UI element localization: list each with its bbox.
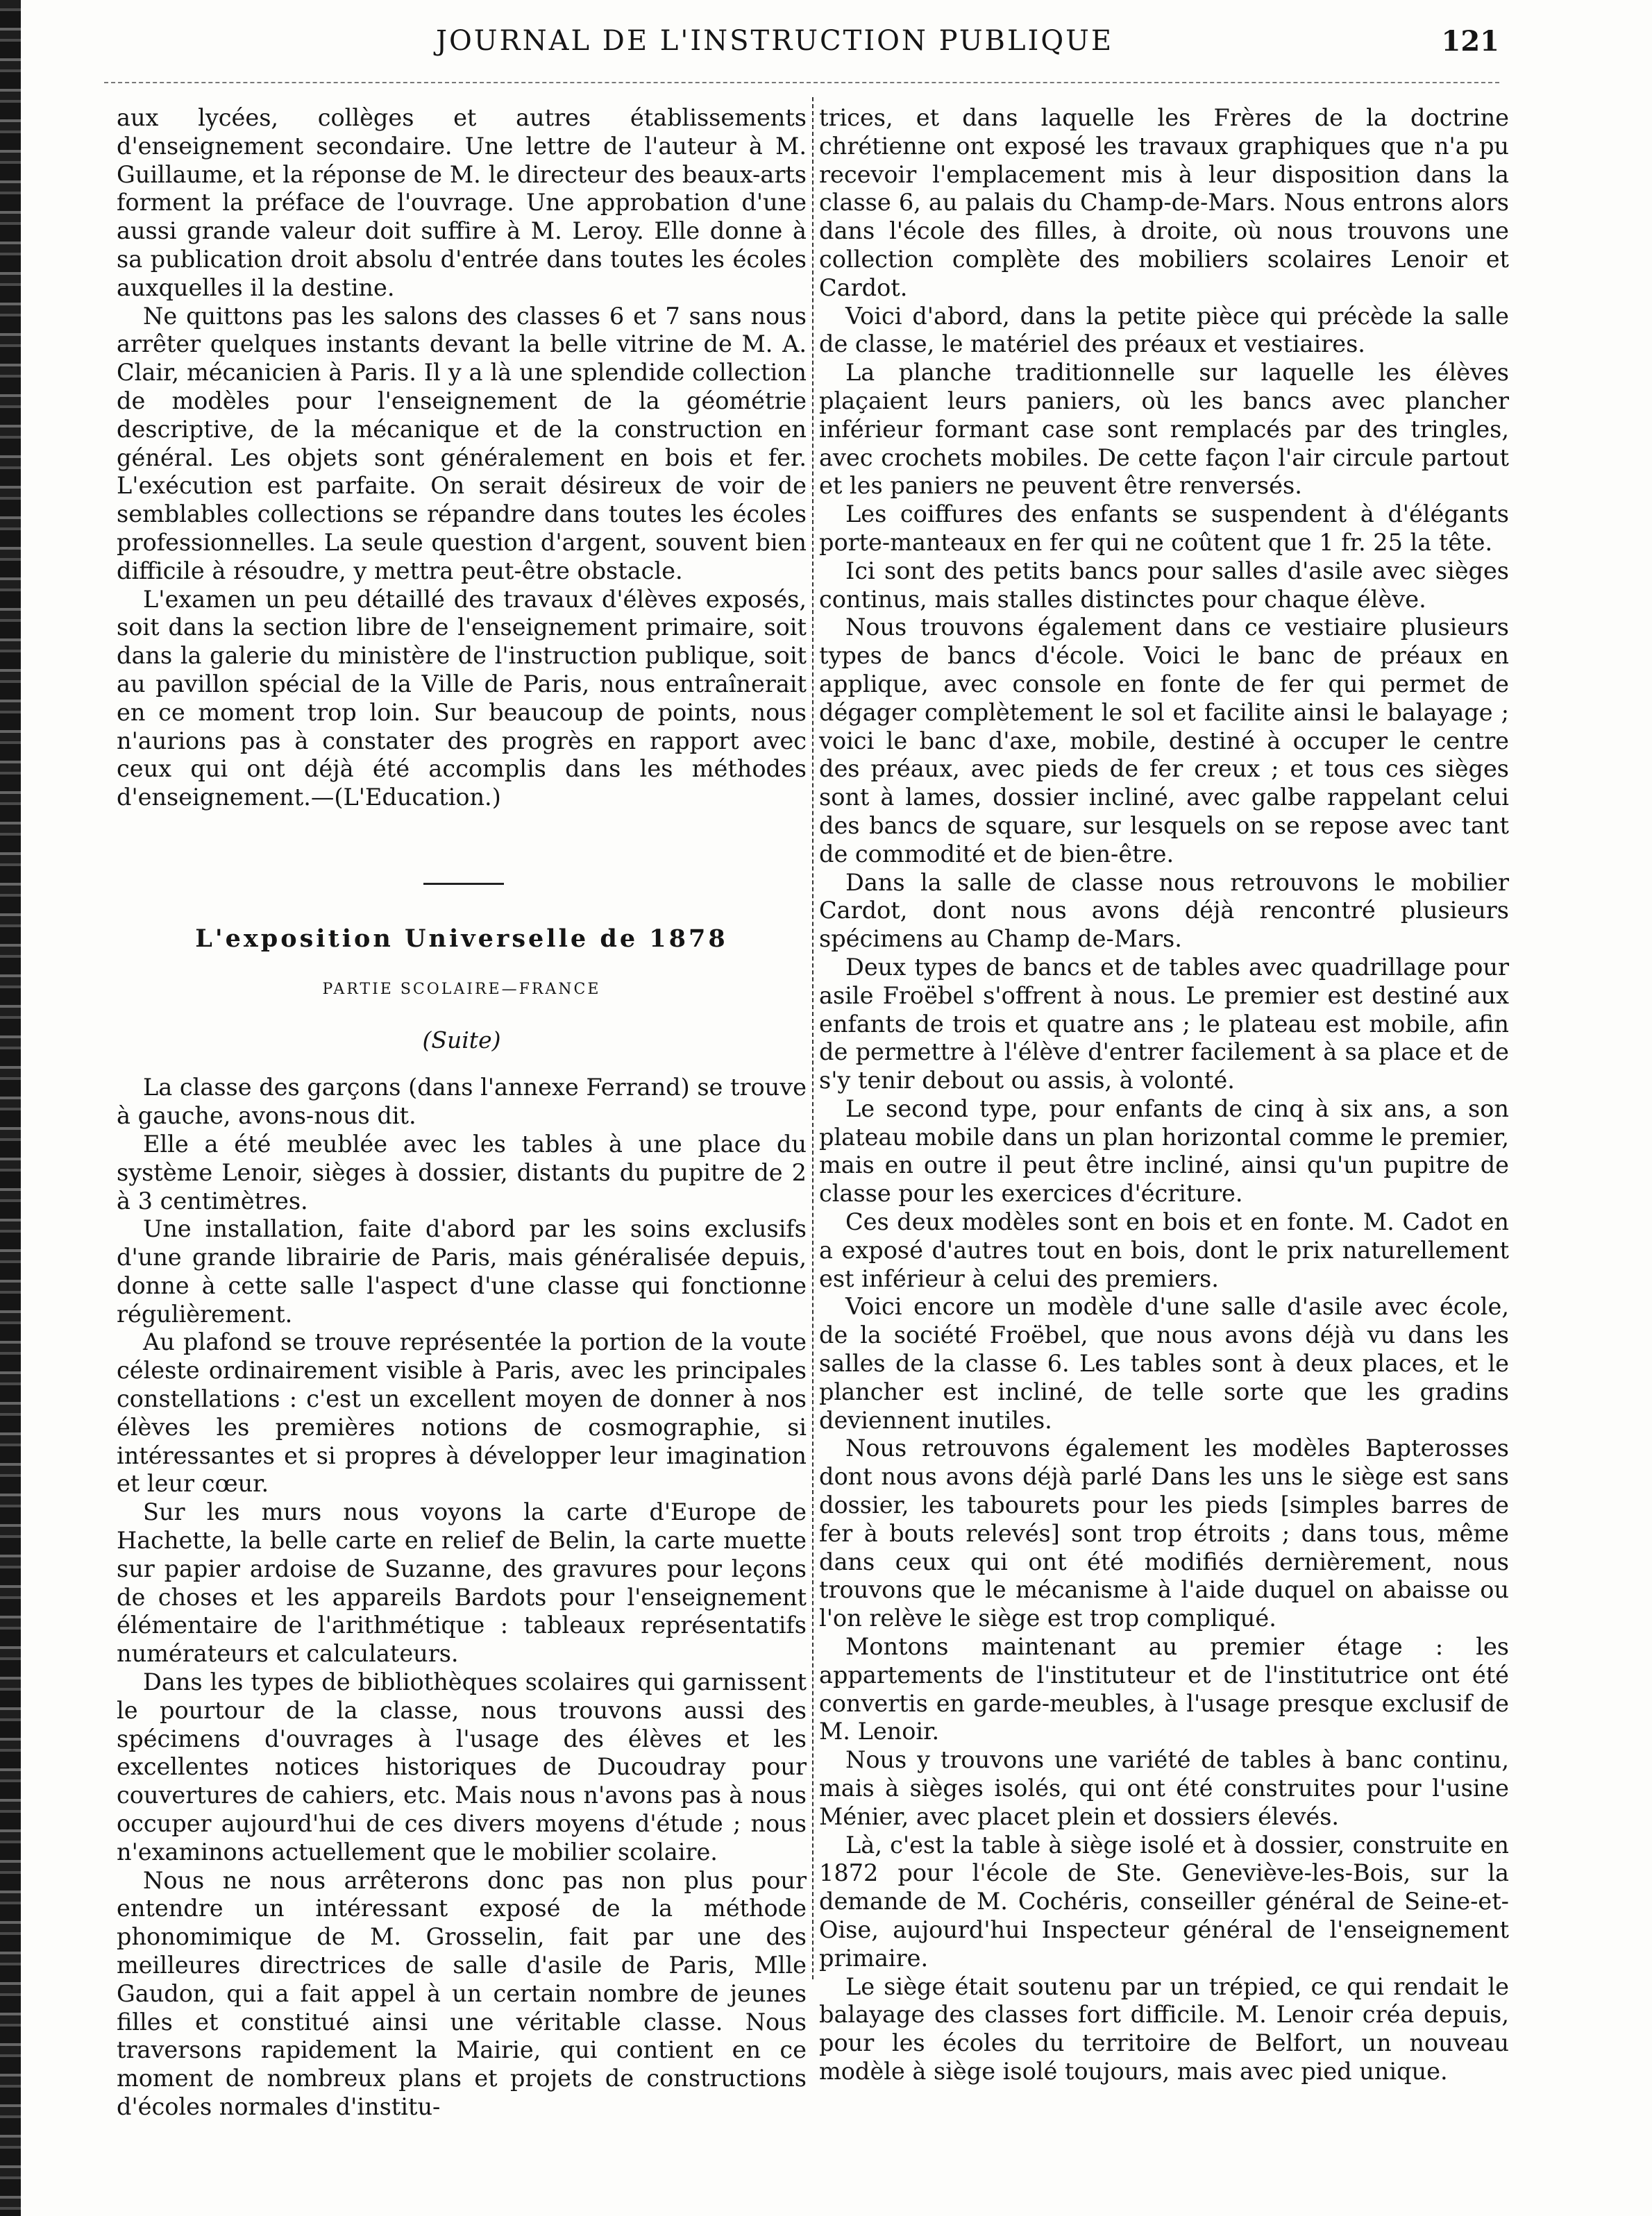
page-number: 121 (1441, 25, 1499, 58)
left-column (117, 104, 807, 2122)
paragraph: La classe des garçons (dans l'annexe Ferrand) se trouve à gauche, avons-nous dit. (117, 1074, 807, 1130)
paragraph: Elle a été meublée avec les tables à une place du système Lenoir, sièges à dossier, distants du pupitre de 2 à 3 centimètres. (117, 1130, 807, 1215)
paragraph: Voici encore un modèle d'une salle d'asile avec école, de la société Froëbel, que nous avons déjà vu dans les salles de la classe 6. Les tables sont à deux places, et le plancher est incliné, de telle sorte que les gradins deviennent inutiles. (819, 1293, 1509, 1434)
paragraph: Les coiffures des enfants se suspendent à d'élégants porte-manteaux en fer qui ne coûtent que 1 fr. 25 la tête. (819, 500, 1509, 556)
paragraph: Une installation, faite d'abord par les soins exclusifs d'une grande librairie de Paris, mais généralisée depuis, donne à cette salle l'aspect d'une classe qui fonctionne régulièrement. (117, 1215, 807, 1328)
article-section: PARTIE SCOLAIRE—FRANCE (322, 980, 601, 998)
paragraph: Nous trouvons également dans ce vestiaire plusieurs types de bancs d'école. Voici le banc de préaux en applique, avec console en fonte de fer qui permet de dégager complètement le sol et facilite ainsi le balayage ; voici le banc d'axe, mobile, destiné à occuper le centre des préaux, avec pieds de fer creux ; et tous ces sièges sont à lames, dossier incliné, avec galbe rappelant celui des bancs de square, sur lesquels on se repose avec tant de commodité et de bien-être. (819, 614, 1509, 868)
paragraph: La planche traditionnelle sur laquelle les élèves plaçaient leurs paniers, où les bancs avec plancher inférieur formant case sont remplacés par des tringles, avec crochets mobiles. De cette façon l'air circule partout et les paniers ne peuvent être renversés. (819, 359, 1509, 500)
binding-edge (0, 0, 21, 2216)
paragraph: Montons maintenant au premier étage : les appartements de l'instituteur et de l'institutrice ont été convertis en garde-meubles, à l'usage presque exclusif de M. Lenoir. (819, 1633, 1509, 1745)
paragraph: Nous y trouvons une variété de tables à banc continu, mais à sièges isolés, qui ont été construites pour l'usine Ménier, avec placet plein et dossiers élevés. (819, 1746, 1509, 1830)
running-header (104, 21, 1499, 69)
paragraph: Là, c'est la table à siège isolé et à dossier, construite en 1872 pour l'école de Ste. Geneviève-les-Bois, sur la demande de M. Cochéris, conseiller général de Seine-et-Oise, aujourd'hui Inspecteur général de l'enseignement primaire. (819, 1831, 1509, 1972)
paragraph: Ces deux modèles sont en bois et en fonte. M. Cadot en a exposé d'autres tout en bois, dont le prix naturellement est inférieur à celui des premiers. (819, 1208, 1509, 1292)
paragraph: aux lycées, collèges et autres établissements d'enseignement secondaire. Une lettre de l'auteur à M. Guillaume, et la réponse de M. le directeur des beaux-arts forment la préface de l'ouvrage. Une approbation d'une aussi grande valeur doit suffire à M. Leroy. Elle donne à sa publication droit absolu d'entrée dans toutes les écoles auxquelles il la destine. (117, 104, 807, 301)
paragraph: Le siège était soutenu par un trépied, ce qui rendait le balayage des classes fort difficile. M. Lenoir créa depuis, pour les écoles du territoire de Belfort, un nouveau modèle à siège isolé toujours, mais avec pied unique. (819, 1972, 1509, 2085)
paragraph: Ne quittons pas les salons des classes 6 et 7 sans nous arrêter quelques instants devant la belle vitrine de M. A. Clair, mécanicien à Paris. Il y a là une splendide collection de modèles pour l'enseignement de la géométrie descriptive, de la mécanique et de la construction en général. Les objets sont généralement en bois et fer. L'exécution est parfaite. On serait désireux de voir de semblables collections se répandre dans toutes les écoles professionnelles. La seule question d'argent, souvent bien difficile à résoudre, y mettra peut-être obstacle. (117, 302, 807, 584)
paragraph: Ici sont des petits bancs pour salles d'asile avec sièges continus, mais stalles distinctes pour chaque élève. (819, 557, 1509, 613)
article-continued: (Suite) (422, 1026, 501, 1054)
paragraph: L'examen un peu détaillé des travaux d'élèves exposés, soit dans la section libre de l'enseignement primaire, soit dans la galerie du ministère de l'instruction publique, soit au pavillon spécial de la Ville de Paris, nous entraînerait en ce moment trop loin. Sur beaucoup de points, nous n'aurions pas à constater des progrès en rapport avec ceux qui ont déjà été accomplis dans les méthodes d'enseignement.—(L'Education.) (117, 585, 807, 811)
paragraph: Sur les murs nous voyons la carte d'Europe de Hachette, la belle carte en relief de Belin, la carte muette sur papier ardoise de Suzanne, des gravures pour leçons de choses et les appareils Bardots pour l'enseignement élémentaire de l'arithmétique : tableaux représentatifs numérateurs et calculateurs. (117, 1498, 807, 1668)
section-separator (423, 883, 504, 885)
paragraph: Dans la salle de classe nous retrouvons le mobilier Cardot, dont nous avons déjà rencontré plusieurs spécimens au Champ de-Mars. (819, 868, 1509, 953)
paragraph: Nous retrouvons également les modèles Bapterosses dont nous avons déjà parlé Dans les uns le siège est sans dossier, les tabourets pour les pieds [simples barres de fer à bouts relevés] sont trop étroits ; dans tous, même dans ceux qui ont été modifiés dernièrement, nous trouvons que le mécanisme à l'aide duquel on abaisse ou l'on relève le siège est trop compliqué. (819, 1435, 1509, 1632)
paragraph: Deux types de bancs et de tables avec quadrillage pour asile Froëbel s'offrent à nous. Le premier est destiné aux enfants de trois et quatre ans ; le plateau est mobile, afin de permettre à l'élève d'entrer facilement à sa place et de s'y tenir debout ou assis, à volonté. (819, 953, 1509, 1094)
column-divider (812, 97, 814, 1979)
paragraph: Dans les types de bibliothèques scolaires qui garnissent le pourtour de la classe, nous trouvons aussi des spécimens d'ouvrages à l'usage des élèves et les excellentes notices historiques de Ducoudray pour couvertures de cahiers, etc. Mais nous n'avons pas à nous occuper aujourd'hui de ces divers moyens d'étude ; nous n'examinons actuellement que le mobilier scolaire. (117, 1668, 807, 1866)
paragraph: Nous ne nous arrêterons donc pas non plus pour entendre un intéressant exposé de la méthode phonomimique de M. Grosselin, fait par une des meilleures directrices de salle d'asile de Paris, Mlle Gaudon, qui a fait appel à un certain nombre de jeunes filles et constitué ainsi une véritable classe. Nous traversons rapidement la Mairie, qui contient en ce moment de nombreux plans et projets de constructions d'écoles normales d'institu- (117, 1866, 807, 2120)
header-rule (104, 82, 1499, 83)
journal-title: JOURNAL DE L'INSTRUCTION PUBLIQUE (435, 25, 1114, 57)
right-column (819, 104, 1509, 2086)
article-title: L'exposition Universelle de 1878 (195, 924, 728, 953)
paragraph: Au plafond se trouve représentée la portion de la voute céleste ordinairement visible à Paris, avec les principales constellations : c'est un excellent moyen de donner à nos élèves les premières notions de cosmographie, si intéressantes et si propres à développer leur imagination et leur cœur. (117, 1328, 807, 1498)
paragraph: Le second type, pour enfants de cinq à six ans, a son plateau mobile dans un plan horizontal comme le premier, mais en outre il peut être incliné, ainsi qu'un pupitre de classe pour les exercices d'écriture. (819, 1094, 1509, 1208)
paragraph: trices, et dans laquelle les Frères de la doctrine chrétienne ont exposé les travaux graphiques que n'a pu recevoir l'emplacement mis à leur disposition dans la classe 6, au palais du Champ-de-Mars. Nous entrons alors dans l'école des filles, à droite, où nous trouvons une collection complète des mobiliers scolaires Lenoir et Cardot. (819, 104, 1509, 301)
paragraph: Voici d'abord, dans la petite pièce qui précède la salle de classe, le matériel des préaux et vestiaires. (819, 302, 1509, 358)
